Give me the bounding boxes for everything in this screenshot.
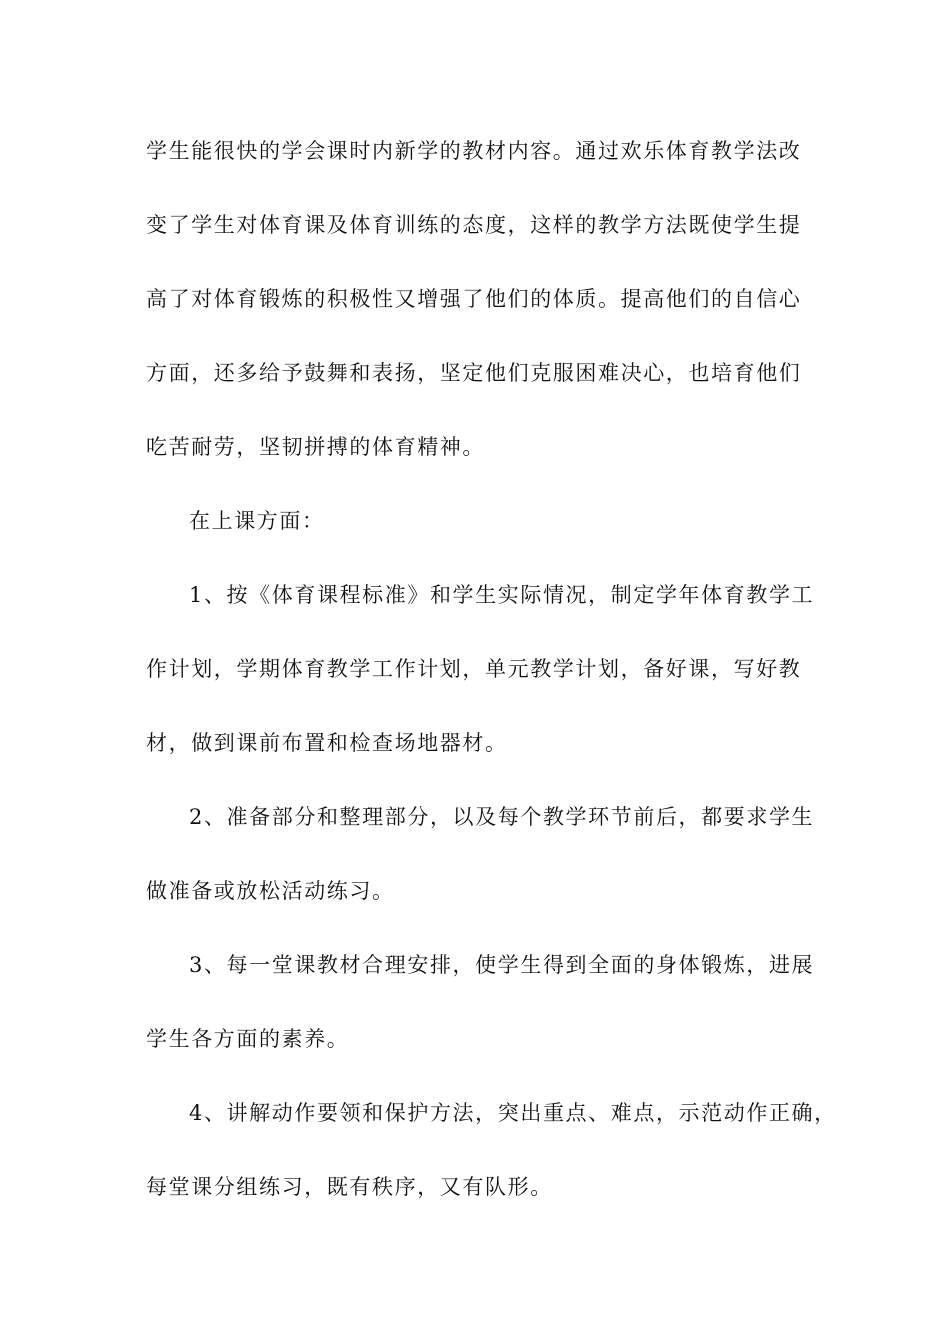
list-item-2-line: 2、准备部分和整理部分，以及每个教学环节前后，都要求学生 — [189, 805, 815, 829]
list-item-4-line: 4、讲解动作要领和保护方法，突出重点、难点，示范动作正确， — [189, 1101, 837, 1125]
section-heading: 在上课方面： — [189, 509, 325, 533]
text-line: 方面，还多给予鼓舞和表扬，坚定他们克服困难决心，也培育他们 — [146, 361, 802, 385]
text-line: 学生能很快的学会课时内新学的教材内容。通过欢乐体育教学法改 — [146, 139, 802, 163]
text-line: 每堂课分组练习，既有秩序，又有队形。 — [146, 1175, 553, 1199]
text-line: 材，做到课前布置和检查场地器材。 — [146, 731, 508, 755]
text-line: 吃苦耐劳，坚韧拼搏的体育精神。 — [146, 435, 485, 459]
text-line: 做准备或放松活动练习。 — [146, 879, 395, 903]
text-line: 高了对体育锻炼的积极性又增强了他们的体质。提高他们的自信心 — [146, 287, 802, 311]
text-line: 作计划，学期体育教学工作计划，单元教学计划，备好课，写好教 — [146, 657, 802, 681]
list-item-1-line: 1、按《体育课程标准》和学生实际情况，制定学年体育教学工 — [189, 583, 815, 607]
text-line: 学生各方面的素养。 — [146, 1027, 350, 1051]
text-line: 变了学生对体育课及体育训练的态度，这样的教学方法既使学生提 — [146, 213, 802, 237]
list-item-3-line: 3、每一堂课教材合理安排，使学生得到全面的身体锻炼，进展 — [189, 953, 815, 977]
